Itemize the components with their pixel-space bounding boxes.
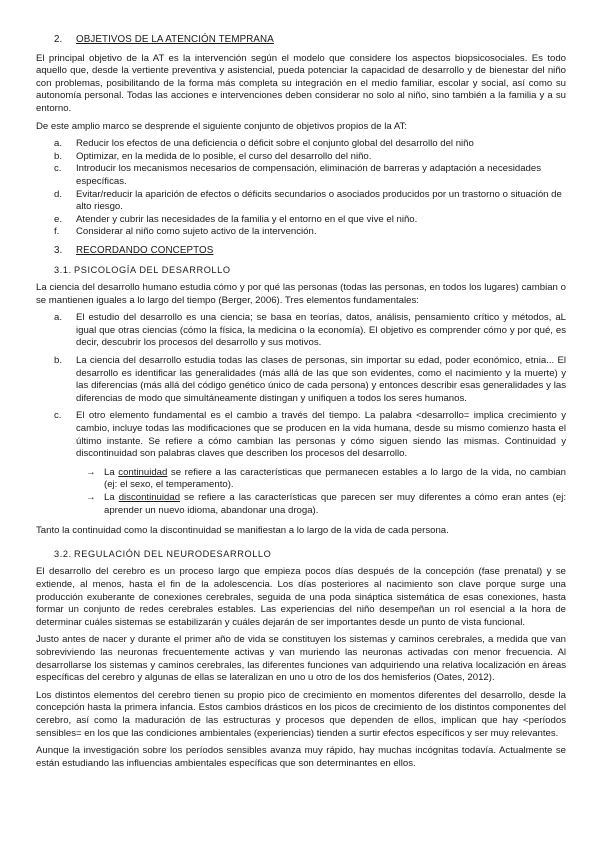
list-marker: c. xyxy=(54,410,62,422)
section-heading-conceptos xyxy=(54,245,566,258)
list-item-text: El estudio del desarrollo es una ciencia; se basa en teorías, datos, análisis, pensamiento crítico y métodos, aL igual que otras ciencias (cómo la física, la medicina o la economía). El objetivo es comprender cómo y por qué, es decir, descubrir los procesos del desarrollo y sus motivos. xyxy=(76,312,566,349)
section-number: 2. xyxy=(54,34,63,45)
subsection-number: 3.2. xyxy=(54,548,72,559)
paragraph: Justo antes de nacer y durante el primer año de vida se constituyen los sistemas y caminos cerebrales, a medida que van sobreviviendo las neuronas frecuentemente activas y van muriendo las neuronas activadas con menor frecuencia. Al desarrollarse los sistemas y caminos cerebrales, las diferentes funciones van adquiriendo una relativa localización en áreas específicas del cerebro y algunas de ellas se lateralizan en uno u otro de los dos hemisferios (Oates, 2012). xyxy=(36,634,566,684)
list-item-text: Reducir los efectos de una deficiencia o déficit sobre el conjunto global del desarrollo del niño xyxy=(76,138,474,150)
list-marker: b. xyxy=(54,150,63,162)
list-marker: f. xyxy=(54,226,60,238)
key-term: discontinuidad xyxy=(118,492,181,503)
paragraph: El desarrollo del cerebro es un proceso largo que empieza pocos días después de la concepción (fase prenatal) y se extiende, al menos, hasta el fin de la adolescencia. Los días posteriores al nacimiento son clave porque surge una producción exuberante de conexiones cerebrales, seguida de una poda sináptica sistemática de esas conexiones, hasta formar un conjunto de redes cerebrales estables. Las experiencias del niño desempeñan un rol esencial a la hora de determinar cuáles sistemas se estabilizarán y cuáles dejarán de ser importantes desde un punto de vista funcional. xyxy=(36,566,566,628)
text-prefix: La xyxy=(104,492,119,503)
list-marker: e. xyxy=(54,213,63,225)
section-heading-objetivos xyxy=(54,34,566,47)
arrow-list xyxy=(58,467,566,517)
paragraph: De este amplio marco se desprende el siguiente conjunto de objetivos propios de la AT: xyxy=(36,120,408,132)
list-item-text: La ciencia del desarrollo estudia todas las clases de personas, sin importar su edad, poder económico, etnia... El desarrollo es identificar las generalidades (más allá de las que son evidentes, como el nacimiento y la muerte) y las diferencias (más allá del código genético único de cada persona) y entonces describir esas generalidades y las diferencias de modo que simultáneamente distingan y unifiquen a todos los seres humanos. xyxy=(76,355,566,404)
list-item xyxy=(36,410,566,460)
arrow-item-text xyxy=(104,467,566,492)
subsection-heading-neurodesarrollo xyxy=(54,548,566,561)
paragraph: Los distintos elementos del cerebro tienen su propio pico de crecimiento en momentos diferentes del desarrollo, desde la concepción hasta la primera infancia. Estos cambios drásticos en los picos de crecimiento de los distintos componentes del cerebro, así como la maduración de las estructuras y procesos que dependen de ellos, implican que hay <períodos sensibles= en los que las condiciones ambientales (experiencias) tienden a surtir efectos específicos y ser muy relevantes. xyxy=(36,689,566,739)
list-item xyxy=(36,163,566,188)
list-marker: a. xyxy=(54,138,63,150)
list-marker: b. xyxy=(54,355,63,367)
arrow-item xyxy=(86,492,566,517)
list-item-text: Considerar al niño como sujeto activo de la intervención. xyxy=(76,226,317,238)
list-marker: c. xyxy=(54,163,62,175)
list-marker: d. xyxy=(54,188,63,200)
paragraph: Aunque la investigación sobre los períodos sensibles avanza muy rápido, hay muchas incógnitas todavía. Actualmente se están estudiando las influencias ambientales específicas que son determinantes en ellos. xyxy=(36,745,566,769)
list-item xyxy=(36,138,566,151)
text-prefix: La xyxy=(104,466,119,478)
subsection-heading-psicologia xyxy=(54,264,566,277)
text-rest: se refiere a las características que parecen ser muy diferentes a cómo eran antes (ej: aprender un nuevo idioma, abandonar una droga). xyxy=(104,492,566,516)
list-item xyxy=(36,226,566,239)
arrow-right-icon: → xyxy=(86,492,96,503)
subsection-title: REGULACIÓN DEL NEURODESARROLLO xyxy=(74,548,272,559)
list-item xyxy=(36,151,566,164)
list-item xyxy=(36,214,566,227)
section-title: OBJETIVOS DE LA ATENCIÓN TEMPRANA xyxy=(76,34,274,45)
arrow-item xyxy=(86,467,566,492)
list-item xyxy=(36,189,566,214)
list-item xyxy=(36,355,566,405)
section-title: RECORDANDO CONCEPTOS xyxy=(76,244,214,256)
list-item xyxy=(36,312,566,350)
text-rest: se refiere a las características que permanecen estables a lo largo de la vida, no cambian (ej: el sexo, el temperamento). xyxy=(104,466,566,491)
paragraph: Tanto la continuidad como la discontinuidad se manifiestan a lo largo de la vida de cada persona. xyxy=(36,525,449,537)
objectives-list xyxy=(36,138,566,239)
paragraph: El principal objetivo de la AT es la intervención según el modelo que considere los aspectos biopsicosociales. Es todo aquello que, desde la vertiente preventiva y asistencial, pueda potenciar la capacidad de desarrollo y de bienestar del niño con problemas, posibilitando de la forma más completa su integración en el medio familiar, escolar y social, así como su autonomía personal. Todas las acciones e intervenciones deben considerar no solo al niño, sino también a la familia y a su entorno. xyxy=(36,52,566,114)
list-item-text: Optimizar, en la medida de lo posible, el curso del desarrollo del niño. xyxy=(76,150,372,162)
section-number: 3. xyxy=(54,244,63,256)
key-term: continuidad xyxy=(118,466,168,478)
arrow-right-icon: → xyxy=(86,466,96,478)
subsection-title: PSICOLOGÍA DEL DESARROLLO xyxy=(74,264,231,275)
list-marker: a. xyxy=(54,312,63,324)
list-item-text: Atender y cubrir las necesidades de la familia y el entorno en el que vive el niño. xyxy=(76,213,418,225)
paragraph: La ciencia del desarrollo humano estudia cómo y por qué las personas (todas las personas, en todos los lugares) cambian o se mantienen iguales a lo largo del tiempo (Berger, 2006). Tres elementos fundamentales: xyxy=(36,282,566,306)
list-item-text: El otro elemento fundamental es el cambio a través del tiempo. La palabra <desarrollo= implica crecimiento y cambio, incluye todas las modificaciones que se producen en la vida humana, desde su mismo comienzo hasta el último instante. Se refiere a cómo cambian las personas y cómo siguen siendo las mismas. Continuidad y discontinuidad son palabras claves que describen los procesos del desarrollo. xyxy=(76,410,566,460)
document-page xyxy=(36,34,566,775)
arrow-item-text xyxy=(104,492,566,517)
elements-list xyxy=(36,312,566,461)
list-item-text: Evitar/reducir la aparición de efectos o déficits secundarios o asociados producidos por un trastorno o situación de alto riesgo. xyxy=(76,188,562,213)
subsection-number: 3.1. xyxy=(54,264,72,275)
list-item-text: Introducir los mecanismos necesarios de compensación, eliminación de barreras y adaptación a necesidades específicas. xyxy=(76,163,542,187)
